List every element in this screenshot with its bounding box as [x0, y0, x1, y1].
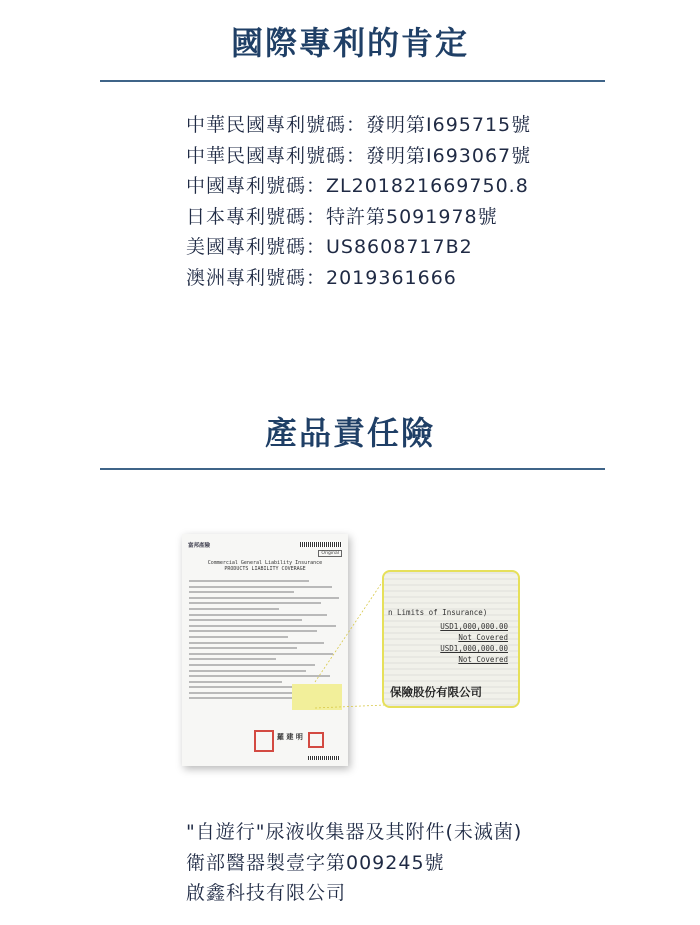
- liability-heading-rule: [100, 468, 605, 470]
- patent-line: 美國專利號碼：US8608717B2: [186, 236, 473, 258]
- footer-line: 衛部醫器製壹字第009245號: [186, 851, 445, 874]
- certificate-header: 富邦產險: [188, 543, 211, 549]
- original-mark: Original: [318, 550, 342, 557]
- zoomed-limits-panel: [382, 570, 520, 708]
- patent-line: 中華民國專利號碼：發明第I695715號: [186, 114, 532, 136]
- patent-line: 澳洲專利號碼：2019361666: [186, 266, 457, 289]
- patent-line: 中國專利號碼：ZL201821669750.8: [186, 175, 529, 197]
- footer-line: 啟鑫科技有限公司: [186, 882, 347, 904]
- zoom-amount: USD1,000,000.00: [440, 644, 508, 653]
- certificate-title: Commercial General Liability Insurance PRODUCTS LIABILITY COVERAGE: [207, 560, 323, 572]
- zoom-amount: Not Covered: [458, 655, 508, 664]
- patent-line: 中華民國專利號碼：發明第I693067號: [186, 144, 532, 167]
- zoom-company: 保險股份有限公司: [390, 685, 482, 699]
- patent-heading: 國際專利的肯定: [230, 24, 469, 62]
- patent-heading-rule: [100, 80, 605, 82]
- zoom-amount: Not Covered: [458, 633, 508, 642]
- zoom-amount: USD1,000,000.00: [440, 622, 508, 631]
- patent-line: 日本專利號碼：特許第5091978號: [186, 205, 498, 228]
- footer-line: "自遊行"尿液收集器及其附件(未滅菌): [186, 821, 523, 843]
- patent-list: [186, 110, 531, 293]
- product-registration-text: [186, 817, 522, 909]
- insurance-certificate-image: [180, 530, 520, 770]
- signature: 羅 建 明: [277, 732, 303, 741]
- liability-heading: 產品責任險: [264, 414, 435, 452]
- zoom-heading: n Limits of Insurance): [388, 608, 488, 617]
